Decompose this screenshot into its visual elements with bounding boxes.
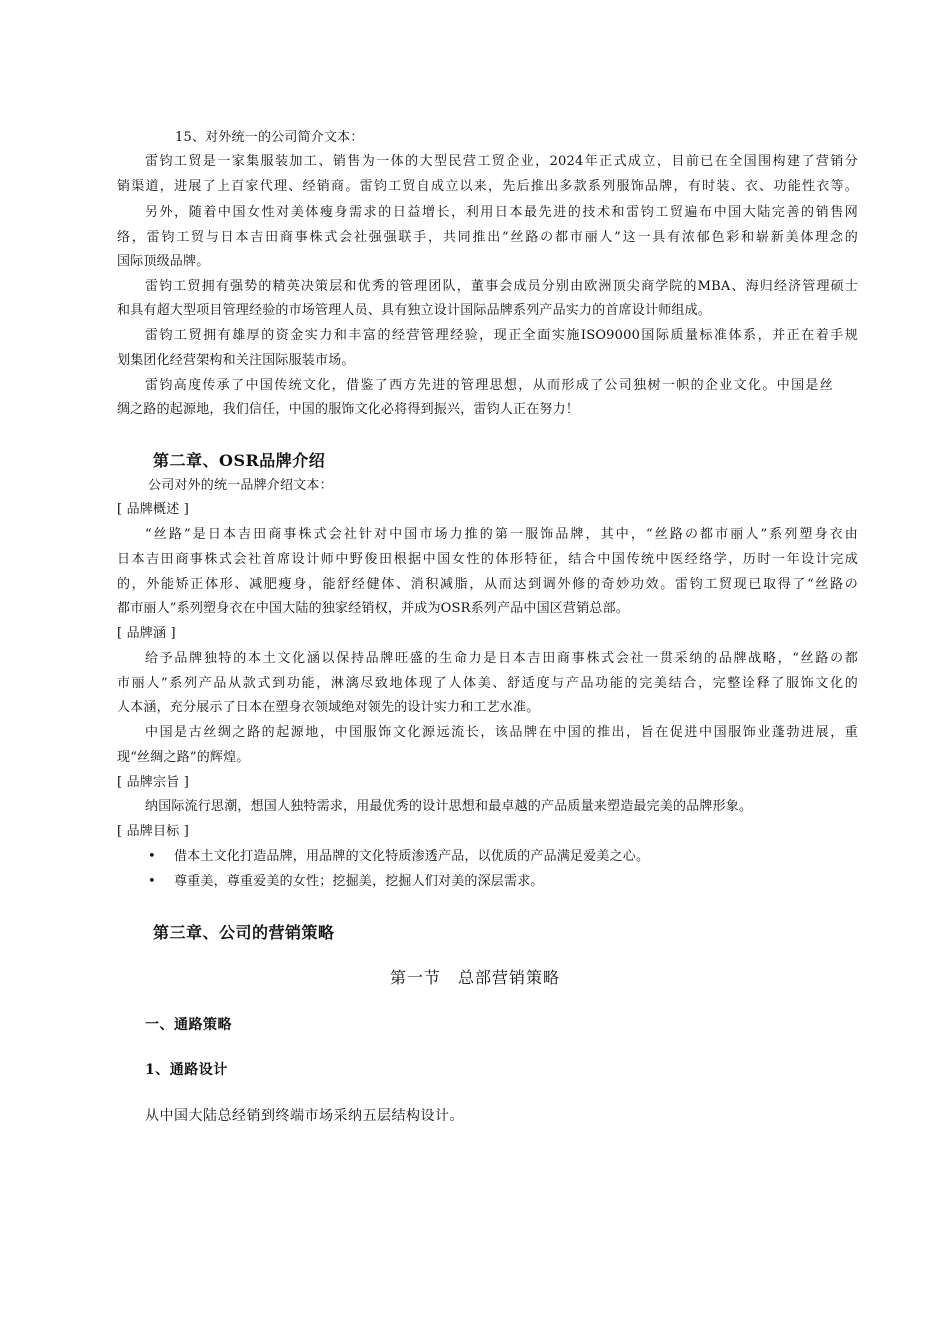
intro-line: 划集团化经营架构和关注国际服装市场。 bbox=[117, 353, 355, 368]
connotation-line: 人本涵，充分展示了日本在塑身衣领域绝对领先的设计实力和工艺水准。 bbox=[117, 700, 540, 715]
overview-line: 都市丽人”系列塑身衣在中国大陆的独家经销权，并成为OSR系列产品中国区营销总部。 bbox=[117, 601, 629, 616]
overview-line: 日本吉田商事株式会社首席设计师中野俊田根据中国女性的体形特征，结合中国传统中医经络学，历时一年设计完成 bbox=[117, 552, 858, 567]
subheading-channel-strategy: 一、通路策略 bbox=[145, 1017, 232, 1033]
connotation-line: 市丽人”系列产品从款式到功能，淋漓尽致地体现了人体美、舒适度与产品功能的完美结合，完整诠释了服饰文化的 bbox=[117, 676, 858, 691]
goal-item: 借本土文化打造品牌，用品牌的文化特质渗透产品，以优质的产品满足爱美之心。 bbox=[174, 849, 650, 864]
intro-line: 雷钧高度传承了中国传统文化，借鉴了西方先进的管理思想，从而形成了公司独树一帜的企业文化。中国是丝 bbox=[145, 378, 833, 393]
chapter2-title: 第二章、OSR品牌介绍 bbox=[153, 451, 326, 470]
connotation-line: 中国是古丝绸之路的起源地，中国服饰文化源远流长，该品牌在中国的推出，旨在促进中国服饰业蓬勃进展，重 bbox=[145, 725, 858, 740]
intro-line: 雷钧工贸是一家集服装加工、销售为一体的大型民营工贸企业，2024年正式成立，目前已在全国围构建了营销分 bbox=[145, 154, 858, 169]
brand-overview-label: [ 品牌概述 ] bbox=[117, 502, 190, 517]
brand-tenet-label: [ 品牌宗旨 ] bbox=[117, 775, 190, 790]
bullet-icon: • bbox=[148, 849, 156, 864]
overview-line: “丝路”是日本吉田商事株式会社针对中国市场力推的第一服饰品牌，其中，“丝路の都市丽人”系列塑身衣由 bbox=[145, 527, 858, 542]
brand-connotation-label: [ 品牌涵 ] bbox=[117, 626, 176, 641]
channel-design-text: 从中国大陆总经销到终端市场采纳五层结构设计。 bbox=[145, 1108, 464, 1124]
section-title: 第一节 总部营销策略 bbox=[389, 968, 560, 987]
chapter2-subtitle: 公司对外的统一品牌介绍文本： bbox=[148, 478, 333, 493]
intro-line: 雷钧工贸拥有雄厚的资金实力和丰富的经营管理经验，现正全面实施ISO9000国际质量标准体系，并正在着手规 bbox=[145, 328, 858, 343]
bullet-icon: • bbox=[148, 874, 156, 889]
intro-line: 和具有超大型项目管理经验的市场管理人员、具有独立设计国际品牌系列产品实力的首席设计师组成。 bbox=[117, 303, 712, 318]
subheading-channel-design: 1、通路设计 bbox=[145, 1062, 228, 1078]
intro-heading: 15、对外统一的公司简介文本： bbox=[175, 130, 364, 145]
chapter3-title: 第三章、公司的营销策略 bbox=[153, 923, 335, 942]
intro-line: 国际顶级品牌。 bbox=[117, 254, 210, 269]
intro-line: 雷钧工贸拥有强势的精英决策层和优秀的管理团队，董事会成员分别由欧洲顶尖商学院的MBA、海归经济管理硕士 bbox=[145, 279, 858, 294]
intro-line: 络，雷钧工贸与日本吉田商事株式会社强强联手，共同推出“丝路の都市丽人”这一具有浓郁色彩和崭新美体理念的 bbox=[117, 230, 858, 245]
intro-line: 销渠道，进展了上百家代理、经销商。雷钧工贸自成立以来，先后推出多款系列服饰品牌，有时装、衣、功能性衣等。 bbox=[117, 179, 858, 194]
overview-line: 的，外能矫正体形、减肥瘦身，能舒经健体、消积减脂，从而达到调外修的奇妙功效。雷钧工贸现已取得了“丝路の bbox=[117, 577, 858, 592]
brand-goal-label: [ 品牌目标 ] bbox=[117, 824, 190, 839]
connotation-line: 现“丝绸之路”的辉煌。 bbox=[117, 750, 250, 765]
tenet-line: 纳国际流行思潮，想国人独特需求，用最优秀的设计思想和最卓越的产品质量来塑造最完美的品牌形象。 bbox=[145, 799, 753, 814]
intro-line: 另外，随着中国女性对美体瘦身需求的日益增长，利用日本最先进的技术和雷钧工贸遍布中国大陆完善的销售网 bbox=[145, 205, 858, 220]
intro-line: 绸之路的起源地，我们信任，中国的服饰文化必将得到振兴，雷钧人正在努力！ bbox=[117, 402, 580, 417]
goal-item: 尊重美，尊重爱美的女性；挖掘美，挖掘人们对美的深层需求。 bbox=[174, 874, 544, 889]
connotation-line: 给予品牌独特的本土文化涵以保持品牌旺盛的生命力是日本吉田商事株式会社一贯采纳的品牌战略，“丝路の都 bbox=[145, 651, 858, 666]
